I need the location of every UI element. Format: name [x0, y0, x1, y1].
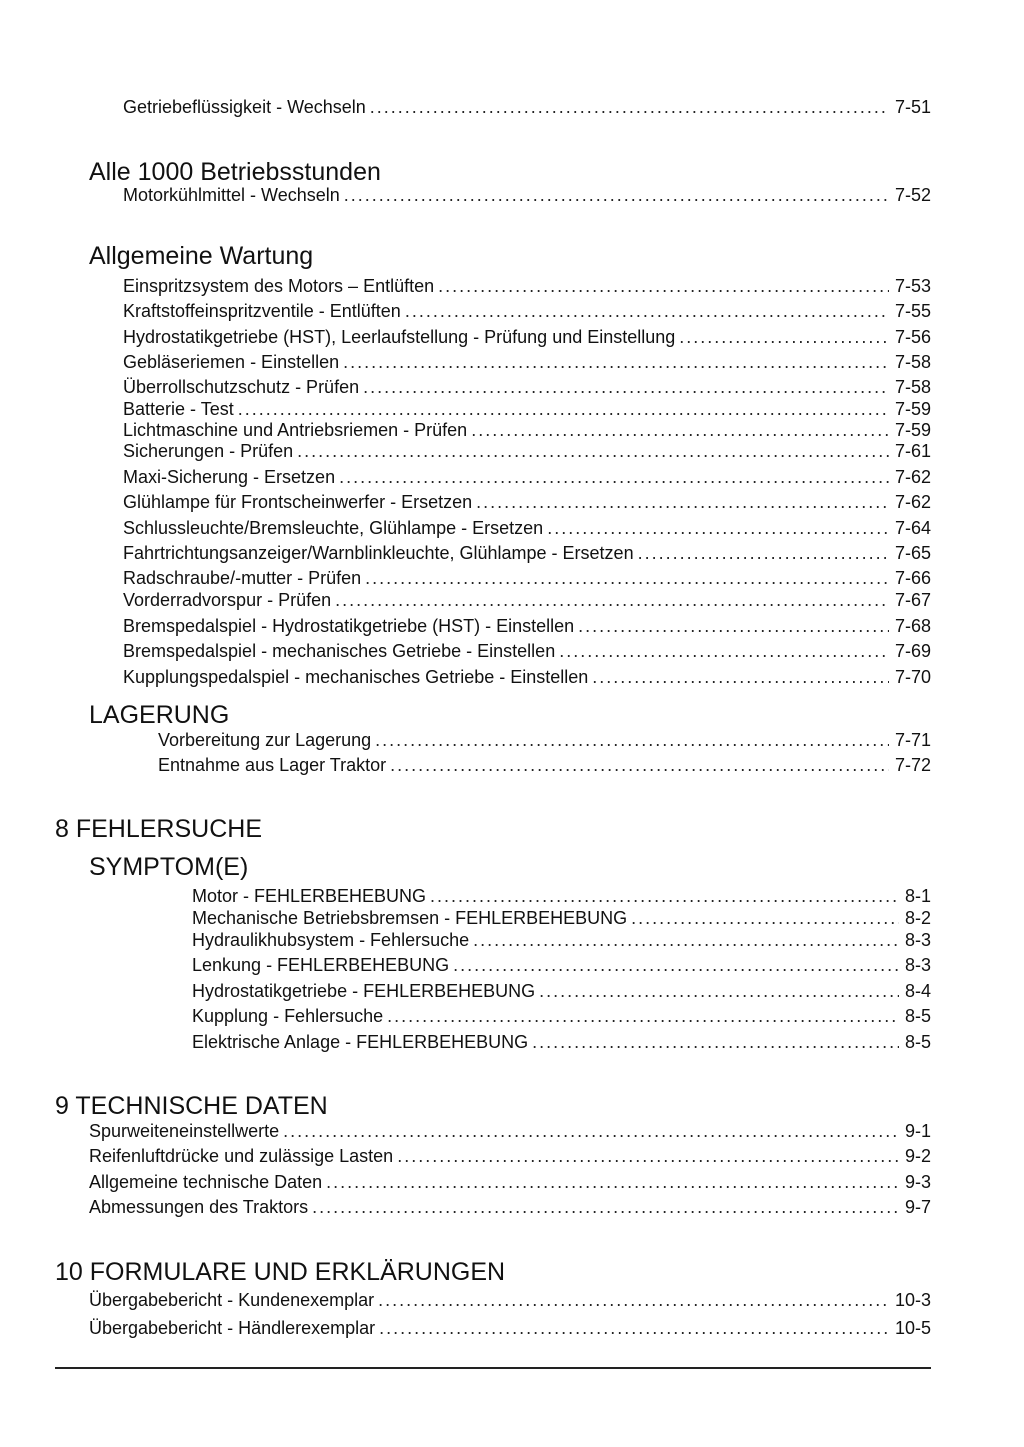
toc-entry-page: 10-5	[894, 1318, 931, 1338]
toc-entry-label: Spurweiteneinstellwerte	[89, 1121, 280, 1141]
toc-entry-page: 8-3	[904, 930, 931, 950]
toc-entry[interactable]	[89, 1196, 931, 1218]
toc-entry-label: Einspritzsystem des Motors – Entlüften	[123, 276, 435, 296]
toc-entry-page: 7-62	[894, 492, 931, 512]
toc-leader-dots	[370, 96, 889, 118]
toc-entry-page: 9-1	[904, 1121, 931, 1141]
toc-entry-label: Mechanische Betriebsbremsen - FEHLERBEHEBUNG	[192, 908, 628, 928]
toc-entry-label: Batterie - Test	[123, 399, 234, 419]
toc-entry[interactable]	[89, 1120, 931, 1142]
toc-entry-label: Überrollschutzschutz - Prüfen	[123, 377, 360, 397]
toc-entry-label: Gebläseriemen - Einstellen	[123, 352, 340, 372]
toc-entry-page: 8-4	[904, 981, 931, 1001]
toc-entry-page: 9-2	[904, 1146, 931, 1166]
toc-leader-dots	[335, 589, 889, 611]
toc-leader-dots	[473, 929, 899, 951]
toc-leader-dots	[397, 1145, 899, 1167]
toc-leader-dots	[343, 351, 889, 373]
toc-entry[interactable]	[123, 615, 931, 637]
toc-entry[interactable]	[123, 517, 931, 539]
toc-entry[interactable]	[192, 980, 931, 1002]
toc-entry-label: Fahrtrichtungsanzeiger/Warnblinkleuchte, Glühlampe - Ersetzen	[123, 543, 634, 563]
toc-entry-label: Lichtmaschine und Antriebsriemen - Prüfen	[123, 420, 468, 440]
toc-entry-label: Sicherungen - Prüfen	[123, 441, 294, 461]
toc-entry-page: 7-59	[894, 399, 931, 419]
toc-entry-label: Elektrische Anlage - FEHLERBEHEBUNG	[192, 1032, 529, 1052]
footer-rule	[55, 1367, 931, 1369]
toc-leader-dots	[283, 1120, 899, 1142]
toc-entry-page: 7-72	[894, 755, 931, 775]
toc-leader-dots	[532, 1031, 899, 1053]
toc-entry[interactable]	[123, 398, 931, 420]
toc-entry[interactable]	[192, 954, 931, 976]
chapter-heading: 8 FEHLERSUCHE	[55, 815, 262, 843]
chapter-heading: 10 FORMULARE UND ERKLÄRUNGEN	[55, 1258, 506, 1286]
toc-leader-dots	[592, 666, 889, 688]
toc-entry[interactable]	[192, 929, 931, 951]
toc-entry[interactable]	[192, 1005, 931, 1027]
toc-entry[interactable]	[123, 666, 931, 688]
toc-leader-dots	[339, 466, 889, 488]
toc-leader-dots	[471, 419, 889, 441]
toc-entry-page: 7-52	[894, 185, 931, 205]
toc-entry-label: Reifenluftdrücke und zulässige Lasten	[89, 1146, 394, 1166]
toc-entry-page: 7-55	[894, 301, 931, 321]
toc-entry-page: 8-3	[904, 955, 931, 975]
toc-leader-dots	[405, 300, 889, 322]
toc-entry-page: 7-66	[894, 568, 931, 588]
toc-entry-label: Vorderradvorspur - Prüfen	[123, 590, 332, 610]
toc-entry-label: Hydraulikhubsystem - Fehlersuche	[192, 930, 470, 950]
toc-entry-label: Motorkühlmittel - Wechseln	[123, 185, 340, 205]
toc-leader-dots	[438, 275, 889, 297]
toc-entry-label: Schlussleuchte/Bremsleuchte, Glühlampe - Ersetzen	[123, 518, 544, 538]
toc-leader-dots	[430, 885, 899, 907]
toc-leader-dots	[344, 184, 889, 206]
toc-entry-page: 9-3	[904, 1172, 931, 1192]
toc-entry-label: Übergabebericht - Kundenexemplar	[89, 1290, 375, 1310]
toc-entry-label: Lenkung - FEHLERBEHEBUNG	[192, 955, 450, 975]
toc-entry[interactable]	[123, 184, 931, 206]
toc-entry-label: Abmessungen des Traktors	[89, 1197, 309, 1217]
toc-leader-dots	[476, 491, 889, 513]
toc-entry[interactable]	[89, 1289, 931, 1311]
toc-leader-dots	[326, 1171, 899, 1193]
toc-entry-page: 10-3	[894, 1290, 931, 1310]
toc-entry-page: 7-58	[894, 377, 931, 397]
toc-entry-label: Kraftstoffeinspritzventile - Entlüften	[123, 301, 401, 321]
toc-leader-dots	[453, 954, 899, 976]
toc-entry[interactable]	[123, 275, 931, 297]
toc-entry-label: Entnahme aus Lager Traktor	[158, 755, 387, 775]
section-heading: LAGERUNG	[89, 701, 230, 729]
section-heading: Allgemeine Wartung	[89, 242, 314, 270]
toc-leader-dots	[375, 729, 889, 751]
toc-leader-dots	[363, 376, 889, 398]
toc-entry-label: Getriebeflüssigkeit - Wechseln	[123, 97, 366, 117]
toc-entry-page: 7-61	[894, 441, 931, 461]
toc-leader-dots	[387, 1005, 899, 1027]
toc-entry[interactable]	[123, 440, 931, 462]
toc-entry-page: 7-53	[894, 276, 931, 296]
toc-entry-label: Bremspedalspiel - mechanisches Getriebe - Einstellen	[123, 641, 556, 661]
toc-entry-page: 7-67	[894, 590, 931, 610]
toc-entry[interactable]	[123, 300, 931, 322]
toc-leader-dots	[539, 980, 899, 1002]
toc-leader-dots	[390, 754, 889, 776]
toc-entry[interactable]	[123, 589, 931, 611]
toc-entry-label: Hydrostatikgetriebe (HST), Leerlaufstellung - Prüfung und Einstellung	[123, 327, 676, 347]
toc-entry[interactable]	[123, 640, 931, 662]
toc-entry-label: Maxi-Sicherung - Ersetzen	[123, 467, 336, 487]
toc-entry[interactable]	[158, 729, 931, 751]
toc-entry-label: Motor - FEHLERBEHEBUNG	[192, 886, 427, 906]
toc-entry[interactable]	[123, 466, 931, 488]
toc-leader-dots	[238, 398, 889, 420]
toc-entry-page: 7-69	[894, 641, 931, 661]
toc-leader-dots	[312, 1196, 899, 1218]
toc-leader-dots	[547, 517, 889, 539]
toc-leader-dots	[297, 440, 889, 462]
toc-entry[interactable]	[123, 542, 931, 564]
toc-entry[interactable]	[89, 1317, 931, 1339]
toc-entry-label: Hydrostatikgetriebe - FEHLERBEHEBUNG	[192, 981, 536, 1001]
toc-entry-page: 8-5	[904, 1006, 931, 1026]
toc-entry-page: 7-65	[894, 543, 931, 563]
toc-leader-dots	[578, 615, 889, 637]
toc-entry-page: 7-58	[894, 352, 931, 372]
toc-entry-label: Kupplung - Fehlersuche	[192, 1006, 384, 1026]
toc-entry[interactable]	[123, 376, 931, 398]
section-heading: SYMPTOM(E)	[89, 853, 249, 881]
toc-entry-page: 7-70	[894, 667, 931, 687]
toc-leader-dots	[679, 326, 889, 348]
toc-entry-page: 8-2	[904, 908, 931, 928]
toc-leader-dots	[378, 1289, 889, 1311]
toc-entry[interactable]	[123, 351, 931, 373]
toc-entry-label: Glühlampe für Frontscheinwerfer - Ersetzen	[123, 492, 473, 512]
toc-entry-page: 7-62	[894, 467, 931, 487]
toc-entry[interactable]	[192, 885, 931, 907]
toc-entry-page: 7-68	[894, 616, 931, 636]
toc-leader-dots	[631, 907, 899, 929]
toc-entry-page: 9-7	[904, 1197, 931, 1217]
chapter-heading: 9 TECHNISCHE DATEN	[55, 1092, 328, 1120]
toc-leader-dots	[559, 640, 889, 662]
toc-entry[interactable]	[123, 419, 931, 441]
section-heading: Alle 1000 Betriebsstunden	[89, 158, 381, 186]
toc-entry-label: Allgemeine technische Daten	[89, 1172, 323, 1192]
toc-entry-page: 7-64	[894, 518, 931, 538]
toc-entry-page: 7-71	[894, 730, 931, 750]
toc-entry[interactable]	[123, 96, 931, 118]
toc-leader-dots	[379, 1317, 889, 1339]
toc-entry[interactable]	[123, 491, 931, 513]
toc-entry-page: 7-59	[894, 420, 931, 440]
toc-entry-label: Übergabebericht - Händlerexemplar	[89, 1318, 376, 1338]
toc-entry[interactable]	[192, 907, 931, 929]
toc-entry-label: Bremspedalspiel - Hydrostatikgetriebe (HST) - Einstellen	[123, 616, 575, 636]
toc-entry[interactable]	[89, 1145, 931, 1167]
toc-entry[interactable]	[158, 754, 931, 776]
toc-leader-dots	[638, 542, 889, 564]
toc-entry[interactable]	[123, 567, 931, 589]
toc-entry-page: 8-5	[904, 1032, 931, 1052]
toc-entry-page: 7-56	[894, 327, 931, 347]
toc-entry-label: Radschraube/-mutter - Prüfen	[123, 568, 362, 588]
toc-entry[interactable]	[192, 1031, 931, 1053]
toc-entry[interactable]	[89, 1171, 931, 1193]
toc-leader-dots	[365, 567, 889, 589]
toc-entry[interactable]	[123, 326, 931, 348]
toc-entry-label: Kupplungspedalspiel - mechanisches Getriebe - Einstellen	[123, 667, 589, 687]
toc-entry-page: 8-1	[904, 886, 931, 906]
toc-entry-page: 7-51	[894, 97, 931, 117]
toc-entry-label: Vorbereitung zur Lagerung	[158, 730, 372, 750]
